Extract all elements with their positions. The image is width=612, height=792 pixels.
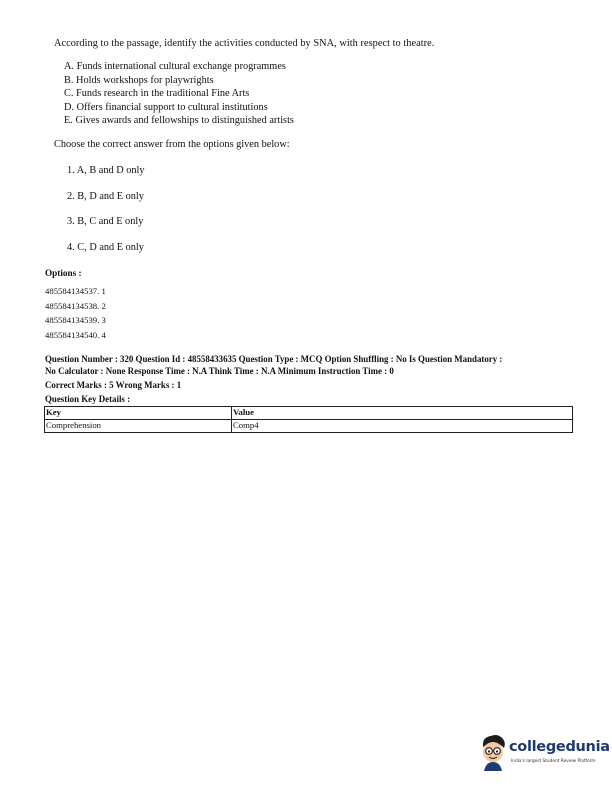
mascot-icon [478, 732, 508, 772]
question-meta [45, 354, 575, 377]
statement-d: D. Offers financial support to cultural institutions [64, 101, 268, 113]
cell-value: Comp4 [232, 420, 573, 433]
statement-a: A. Funds international cultural exchange programmes [64, 61, 286, 72]
logo-tagline: India's largest Student Review Platform [511, 759, 596, 764]
meta-line-1: Question Number : 320 Question Id : 48558433635 Question Type : MCQ Option Shuffling : No Is Question Mandatory : [45, 354, 503, 364]
marks-line: Correct Marks : 5 Wrong Marks : 1 [45, 380, 182, 390]
option-id-1: 485584134537. 1 [45, 286, 106, 296]
answer-option-2: 2. B, D and E only [67, 191, 144, 202]
statement-c: C. Funds research in the traditional Fine Arts [64, 88, 250, 100]
answer-option-1: 1. A, B and D only [67, 165, 145, 176]
header-value: Value [232, 407, 573, 420]
option-id-2: 485584134538. 2 [45, 300, 106, 311]
option-id-list [45, 284, 106, 342]
cell-key: Comprehension [45, 420, 232, 433]
meta-line-2: No Calculator : None Response Time : N.A Think Time : N.A Minimum Instruction Time : 0 [45, 365, 394, 376]
answer-option-3: 3. B, C and E only [67, 216, 144, 227]
option-id-3: 485584134539. 3 [45, 315, 106, 325]
header-key: Key [45, 407, 232, 420]
table-row [45, 420, 573, 433]
choose-prompt: Choose the correct answer from the options given below: [54, 139, 290, 150]
statement-e: E. Gives awards and fellowships to distinguished artists [64, 115, 294, 127]
answer-option-4: 4. C, D and E only [67, 242, 144, 253]
options-label: Options : [45, 268, 82, 278]
key-value-table [44, 406, 573, 433]
logo-brand-text: collegedunia [509, 739, 610, 755]
question-text: According to the passage, identify the activities conducted by SNA, with respect to theatre. [54, 38, 435, 49]
table-header-row [45, 407, 573, 420]
option-id-4: 485584134540. 4 [45, 329, 106, 340]
statement-list [64, 60, 294, 128]
statement-b: B. Holds workshops for playwrights [64, 74, 214, 86]
key-details-label: Question Key Details : [45, 394, 131, 404]
collegedunia-logo [478, 730, 610, 778]
